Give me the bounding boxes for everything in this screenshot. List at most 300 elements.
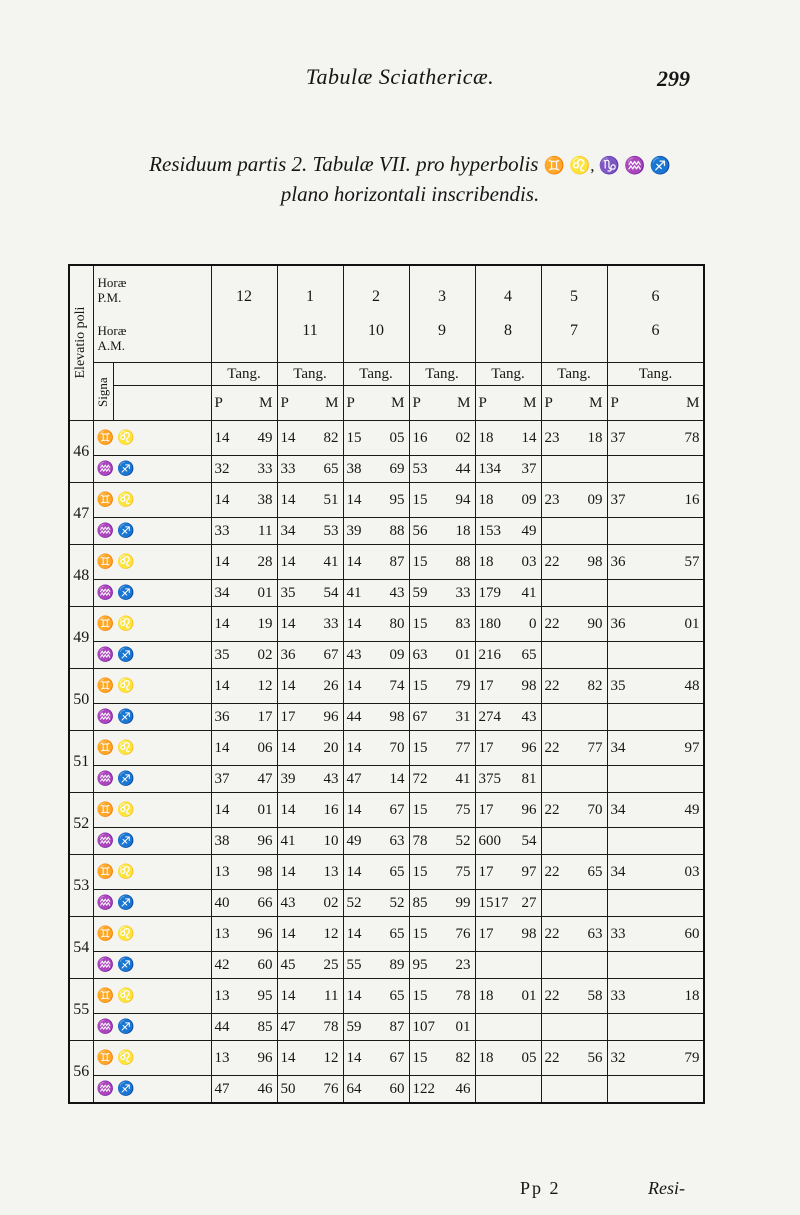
minuta: 02 (257, 646, 273, 663)
partes: 36 (214, 708, 230, 725)
sign-symbols: ♊ ♌ (93, 979, 211, 1014)
tangent-value (541, 731, 607, 766)
partes: 16 (412, 429, 428, 446)
tangent-value (475, 793, 541, 828)
tangent-value (343, 855, 409, 890)
elevation-value: 54 (69, 917, 93, 979)
tangent-value (541, 952, 607, 979)
tangent-value (607, 917, 704, 952)
partes: 63 (412, 646, 428, 663)
minuta: 10 (323, 832, 339, 849)
partes: 180 (478, 615, 501, 632)
tangent-value (277, 890, 343, 917)
partes: 14 (214, 615, 230, 632)
tangent-value (475, 1076, 541, 1104)
minuta: 89 (389, 956, 405, 973)
tangent-value (343, 1076, 409, 1104)
minuta: 82 (455, 1049, 471, 1066)
hour-pm: 4 (504, 288, 512, 305)
pm-header (475, 386, 541, 421)
partes: 14 (280, 615, 296, 632)
table-row (69, 793, 704, 828)
partes: 22 (544, 925, 560, 942)
tangent-value (277, 979, 343, 1014)
tangent-value (541, 421, 607, 456)
horae-am-label: Horæ A.M. (97, 323, 127, 353)
table-row (69, 1041, 704, 1076)
hour-pm: 2 (372, 288, 380, 305)
tangent-value (409, 766, 475, 793)
tangent-value (211, 545, 277, 580)
minuta: 96 (257, 832, 273, 849)
tangent-value (475, 421, 541, 456)
tangent-value (541, 917, 607, 952)
tangent-value (607, 545, 704, 580)
partes: 72 (412, 770, 428, 787)
p-label: P (214, 394, 223, 411)
partes: 44 (214, 1018, 230, 1035)
tangent-value (541, 704, 607, 731)
tangent-value (211, 979, 277, 1014)
horae-pm-label: Horæ P.M. (97, 275, 127, 305)
tangent-value (343, 952, 409, 979)
partes: 17 (478, 863, 494, 880)
partes: 49 (346, 832, 362, 849)
partes: 14 (346, 987, 362, 1004)
hour-header-5 (541, 265, 607, 363)
tangent-value (343, 731, 409, 766)
minuta: 60 (389, 1080, 405, 1097)
minuta: 96 (521, 801, 537, 818)
hours-header-row (69, 265, 704, 363)
minuta: 96 (257, 925, 273, 942)
minuta: 65 (389, 863, 405, 880)
tangent-value (541, 1041, 607, 1076)
partes: 35 (214, 646, 230, 663)
tangent-value (277, 917, 343, 952)
partes: 22 (544, 739, 560, 756)
partes: 37 (214, 770, 230, 787)
partes: 39 (346, 522, 362, 539)
tangent-value (607, 421, 704, 456)
tangent-value (607, 642, 704, 669)
partes: 17 (478, 801, 494, 818)
minuta: 95 (257, 987, 273, 1004)
p-label: P (412, 394, 421, 411)
hour-pm: 1 (306, 288, 314, 305)
minuta: 65 (389, 925, 405, 942)
partes: 45 (280, 956, 296, 973)
tangent-value (277, 766, 343, 793)
minuta: 82 (323, 429, 339, 446)
tangent-value (607, 456, 704, 483)
tangent-value (343, 456, 409, 483)
hour-header-1 (277, 265, 343, 363)
elevation-value: 56 (69, 1041, 93, 1104)
partes: 13 (214, 987, 230, 1004)
tangent-value (607, 1014, 704, 1041)
hour-am: 7 (570, 322, 578, 339)
tangent-value (343, 421, 409, 456)
partes: 13 (214, 1049, 230, 1066)
minuta: 76 (323, 1080, 339, 1097)
tangent-value (409, 1014, 475, 1041)
minuta: 13 (323, 863, 339, 880)
partes: 50 (280, 1080, 296, 1097)
partes: 17 (478, 739, 494, 756)
tangent-value (541, 890, 607, 917)
tangent-value (475, 456, 541, 483)
sign-symbols: ♊ ♌ (93, 731, 211, 766)
minuta: 98 (389, 708, 405, 725)
minuta: 37 (521, 460, 537, 477)
partes: 14 (346, 1049, 362, 1066)
partes: 14 (280, 1049, 296, 1066)
minuta: 06 (257, 739, 273, 756)
p-label: P (280, 394, 289, 411)
table-row (69, 1014, 704, 1041)
tangent-value (607, 890, 704, 917)
minuta: 58 (587, 987, 603, 1004)
hour-header-6 (607, 265, 704, 363)
minuta: 18 (455, 522, 471, 539)
table-row (69, 917, 704, 952)
partes: 14 (214, 677, 230, 694)
tangent-value (409, 979, 475, 1014)
sciatheric-table (68, 264, 703, 1104)
partes: 38 (346, 460, 362, 477)
partes: 274 (478, 708, 501, 725)
partes: 15 (412, 1049, 428, 1066)
elevation-value: 46 (69, 421, 93, 483)
tangent-value (541, 1076, 607, 1104)
partes: 15 (412, 491, 428, 508)
minuta: 87 (389, 1018, 405, 1035)
minuta: 65 (389, 987, 405, 1004)
tangent-value (343, 545, 409, 580)
partes: 53 (412, 460, 428, 477)
minuta: 33 (455, 584, 471, 601)
tangent-value (277, 855, 343, 890)
tangent-value (475, 669, 541, 704)
tangent-value (343, 766, 409, 793)
partes: 47 (280, 1018, 296, 1035)
minuta: 65 (521, 646, 537, 663)
minuta: 98 (587, 553, 603, 570)
minuta: 48 (684, 677, 700, 694)
minuta: 97 (521, 863, 537, 880)
sign-symbols: ♊ ♌ (93, 855, 211, 890)
partes: 34 (610, 801, 626, 818)
tangent-value (211, 421, 277, 456)
partes: 14 (280, 677, 296, 694)
minuta: 27 (521, 894, 537, 911)
minuta: 12 (257, 677, 273, 694)
minuta: 52 (389, 894, 405, 911)
m-label: M (589, 394, 603, 411)
table-row (69, 669, 704, 704)
minuta: 03 (521, 553, 537, 570)
partes: 33 (280, 460, 296, 477)
tangent-value (343, 1014, 409, 1041)
tangent-value (277, 518, 343, 545)
minuta: 09 (389, 646, 405, 663)
minuta: 01 (521, 987, 537, 1004)
table-row (69, 828, 704, 855)
minuta: 79 (684, 1049, 700, 1066)
tangent-value (211, 704, 277, 731)
minuta: 77 (587, 739, 603, 756)
table-row (69, 979, 704, 1014)
partes: 14 (280, 987, 296, 1004)
minuta: 96 (257, 1049, 273, 1066)
partes: 35 (610, 677, 626, 694)
m-label: M (457, 394, 471, 411)
minuta: 99 (455, 894, 471, 911)
minuta: 66 (257, 894, 273, 911)
tangent-value (541, 580, 607, 607)
tangent-value (409, 704, 475, 731)
blank-header (113, 363, 211, 386)
tangent-value (475, 483, 541, 518)
elevation-value: 51 (69, 731, 93, 793)
tangent-value (277, 828, 343, 855)
minuta: 17 (257, 708, 273, 725)
minuta: 49 (684, 801, 700, 818)
tangent-value (475, 518, 541, 545)
partes: 14 (346, 615, 362, 632)
partes: 47 (214, 1080, 230, 1097)
tangent-value (475, 731, 541, 766)
hour-am: 11 (302, 322, 318, 339)
minuta: 19 (257, 615, 273, 632)
elevation-value: 50 (69, 669, 93, 731)
partes: 15 (412, 863, 428, 880)
sign-symbols: ♒ ♐ (93, 952, 211, 979)
partes: 22 (544, 801, 560, 818)
tangent-value (409, 642, 475, 669)
minuta: 63 (587, 925, 603, 942)
signa-header: Signa (93, 363, 113, 421)
tangent-value (541, 979, 607, 1014)
partes: 122 (412, 1080, 435, 1097)
table-row (69, 766, 704, 793)
table-row (69, 952, 704, 979)
partes: 34 (610, 863, 626, 880)
partes: 15 (412, 987, 428, 1004)
tangent-value (211, 766, 277, 793)
partes: 14 (280, 491, 296, 508)
minuta: 57 (684, 553, 700, 570)
tangent-value (409, 828, 475, 855)
tangent-value (343, 607, 409, 642)
minuta: 49 (521, 522, 537, 539)
tangent-value (343, 580, 409, 607)
partes: 17 (280, 708, 296, 725)
minuta: 78 (323, 1018, 339, 1035)
minuta: 46 (455, 1080, 471, 1097)
tangent-value (541, 1014, 607, 1041)
minuta: 12 (323, 925, 339, 942)
sign-symbols: ♒ ♐ (93, 580, 211, 607)
tangent-value (277, 731, 343, 766)
pm-header (211, 386, 277, 421)
sign-symbols: ♒ ♐ (93, 766, 211, 793)
tangent-value (607, 793, 704, 828)
partes: 36 (280, 646, 296, 663)
minuta: 70 (587, 801, 603, 818)
tangent-value (277, 704, 343, 731)
hour-header-3 (409, 265, 475, 363)
hour-am: 8 (504, 322, 512, 339)
partes: 33 (610, 987, 626, 1004)
hour-header-4 (475, 265, 541, 363)
minuta: 52 (455, 832, 471, 849)
tangent-value (343, 669, 409, 704)
minuta: 85 (257, 1018, 273, 1035)
minuta: 05 (521, 1049, 537, 1066)
minuta: 26 (323, 677, 339, 694)
tangent-value (211, 456, 277, 483)
tang-header: Tang. (277, 363, 343, 386)
minuta: 43 (389, 584, 405, 601)
minuta: 74 (389, 677, 405, 694)
blank-header (113, 386, 211, 421)
caption-line-1: Residuum partis 2. Tabulæ VII. pro hyperbolis (149, 152, 539, 176)
tangent-value (343, 1041, 409, 1076)
elevation-value: 48 (69, 545, 93, 607)
tangent-value (211, 483, 277, 518)
minuta: 31 (455, 708, 471, 725)
sign-symbols: ♒ ♐ (93, 704, 211, 731)
partes: 15 (412, 615, 428, 632)
tangent-value (277, 952, 343, 979)
tangent-value (475, 580, 541, 607)
data-table (68, 264, 705, 1104)
tangent-value (475, 607, 541, 642)
p-label: P (346, 394, 355, 411)
tangent-value (541, 642, 607, 669)
tangent-value (607, 704, 704, 731)
partes: 14 (280, 863, 296, 880)
minuta: 16 (323, 801, 339, 818)
minuta: 46 (257, 1080, 273, 1097)
partes: 179 (478, 584, 501, 601)
tangent-value (409, 545, 475, 580)
partes: 39 (280, 770, 296, 787)
minuta: 81 (521, 770, 537, 787)
minuta: 12 (323, 1049, 339, 1066)
minuta: 02 (323, 894, 339, 911)
minuta: 95 (389, 491, 405, 508)
pm-header (541, 386, 607, 421)
minuta: 83 (455, 615, 471, 632)
minuta: 01 (257, 801, 273, 818)
sign-symbols: ♒ ♐ (93, 1076, 211, 1104)
partes: 153 (478, 522, 501, 539)
elevation-value: 53 (69, 855, 93, 917)
tangent-value (475, 828, 541, 855)
minuta: 94 (455, 491, 471, 508)
tangent-value (475, 1014, 541, 1041)
tangent-value (409, 456, 475, 483)
tangent-value (277, 545, 343, 580)
minuta: 09 (587, 491, 603, 508)
partes: 34 (214, 584, 230, 601)
tangent-value (277, 642, 343, 669)
tangent-value (211, 952, 277, 979)
partes: 14 (346, 739, 362, 756)
minuta: 77 (455, 739, 471, 756)
tangent-value (409, 917, 475, 952)
tangent-value (607, 669, 704, 704)
sign-symbols: ♒ ♐ (93, 642, 211, 669)
partes: 14 (346, 491, 362, 508)
tangent-value (541, 855, 607, 890)
partes: 59 (346, 1018, 362, 1035)
tangent-value (541, 607, 607, 642)
m-label: M (325, 394, 339, 411)
hour-pm: 5 (570, 288, 578, 305)
tangent-value (277, 607, 343, 642)
partes: 52 (346, 894, 362, 911)
minuta: 88 (455, 553, 471, 570)
tangent-value (541, 483, 607, 518)
sign-symbols: ♒ ♐ (93, 1014, 211, 1041)
partes: 14 (214, 801, 230, 818)
tangent-value (475, 890, 541, 917)
partes: 38 (214, 832, 230, 849)
sign-symbols: ♊ ♌ (93, 421, 211, 456)
hour-pm: 3 (438, 288, 446, 305)
partes: 22 (544, 553, 560, 570)
minuta: 98 (521, 677, 537, 694)
pm-header-row (69, 386, 704, 421)
elevatio-poli-header: Elevatio poli (69, 265, 93, 421)
tangent-value (409, 890, 475, 917)
partes: 95 (412, 956, 428, 973)
tangent-value (541, 545, 607, 580)
minuta: 44 (455, 460, 471, 477)
tangent-value (343, 890, 409, 917)
pm-header (277, 386, 343, 421)
partes: 15 (412, 677, 428, 694)
tangent-value (409, 1076, 475, 1104)
minuta: 09 (521, 491, 537, 508)
partes: 14 (280, 553, 296, 570)
tangent-value (343, 483, 409, 518)
table-row (69, 704, 704, 731)
table-row (69, 855, 704, 890)
tangent-value (541, 793, 607, 828)
minuta: 82 (587, 677, 603, 694)
minuta: 05 (389, 429, 405, 446)
partes: 14 (214, 739, 230, 756)
minuta: 47 (257, 770, 273, 787)
partes: 36 (610, 615, 626, 632)
partes: 14 (214, 429, 230, 446)
minuta: 63 (389, 832, 405, 849)
table-row (69, 731, 704, 766)
partes: 43 (346, 646, 362, 663)
table-row (69, 580, 704, 607)
tang-header: Tang. (607, 363, 704, 386)
p-label: P (610, 394, 619, 411)
tangent-value (409, 793, 475, 828)
tangent-value (409, 580, 475, 607)
partes: 14 (346, 553, 362, 570)
minuta: 80 (389, 615, 405, 632)
